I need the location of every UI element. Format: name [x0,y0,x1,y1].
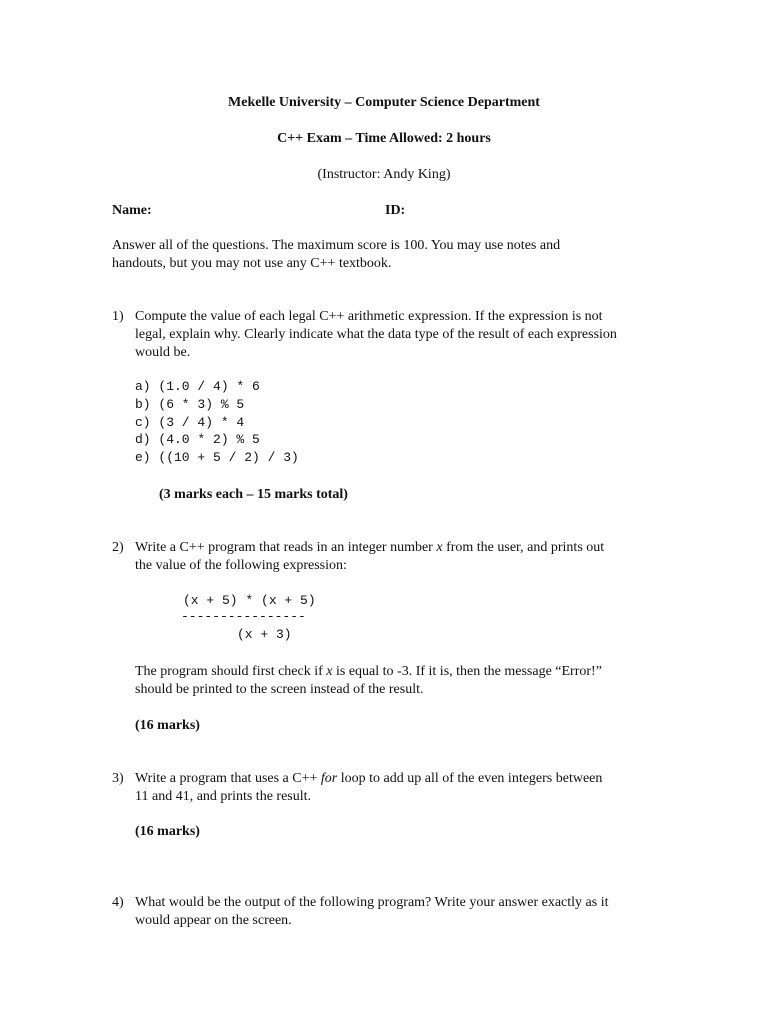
exam-title: C++ Exam – Time Allowed: 2 hours [277,131,491,146]
q3-line-1-pre: Write a program that uses a C++ [135,771,321,786]
q2-check-line-2: should be printed to the screen instead of the result. [135,682,424,697]
q2-marks: (16 marks) [135,718,200,733]
q4-line-1: What would be the output of the following program? Write your answer exactly as it [135,895,609,910]
instructor-line: (Instructor: Andy King) [317,167,451,182]
q1-number: 1) [112,309,124,324]
q2-check-post: is equal to -3. If it is, then the message “Error!” [332,664,602,679]
q2-numerator: (x + 5) * (x + 5) [183,593,316,608]
q2-line-1-pre: Write a C++ program that reads in an integer number [135,540,437,555]
university-title: Mekelle University – Computer Science Department [228,95,540,110]
name-label: Name: [112,203,152,218]
intro-line-1: Answer all of the questions. The maximum score is 100. You may use notes and [112,238,561,253]
q3-marks: (16 marks) [135,824,200,839]
q2-line-1-post: from the user, and prints out [442,540,605,555]
q3-line-2: 11 and 41, and prints the result. [135,789,312,804]
q2-check-pre: The program should first check if [135,664,327,679]
id-label: ID: [385,203,406,218]
q3-line-1-post: loop to add up all of the even integers between [337,771,603,786]
q2-check-line-1 [135,663,665,681]
q1-item-a: a) (1.0 / 4) * 6 [135,379,260,394]
q2-line-1 [135,539,665,557]
q1-item-e: e) ((10 + 5 / 2) / 3) [135,450,299,465]
q2-number: 2) [112,540,124,555]
q1-item-d: d) (4.0 * 2) % 5 [135,432,260,447]
q4-number: 4) [112,895,124,910]
q2-divider: ---------------- [181,609,306,624]
q4-line-2: would appear on the screen. [135,913,292,928]
q1-line-1: Compute the value of each legal C++ arithmetic expression. If the expression is not [135,309,603,324]
q1-marks: (3 marks each – 15 marks total) [159,487,348,502]
q2-var-x: x [436,540,443,555]
q2-check-var-x: x [326,664,333,679]
q3-line-1 [135,770,665,788]
q1-item-c: c) (3 / 4) * 4 [135,415,245,430]
q2-line-2: the value of the following expression: [135,558,347,573]
q1-line-3: would be. [135,345,191,360]
q3-number: 3) [112,771,124,786]
q3-for-keyword: for [320,771,338,786]
q1-line-2: legal, explain why. Clearly indicate what the data type of the result of each expression [135,327,617,342]
intro-line-2: handouts, but you may not use any C++ textbook. [112,256,392,271]
q1-item-b: b) (6 * 3) % 5 [135,397,245,412]
q2-denominator: (x + 3) [237,627,292,642]
